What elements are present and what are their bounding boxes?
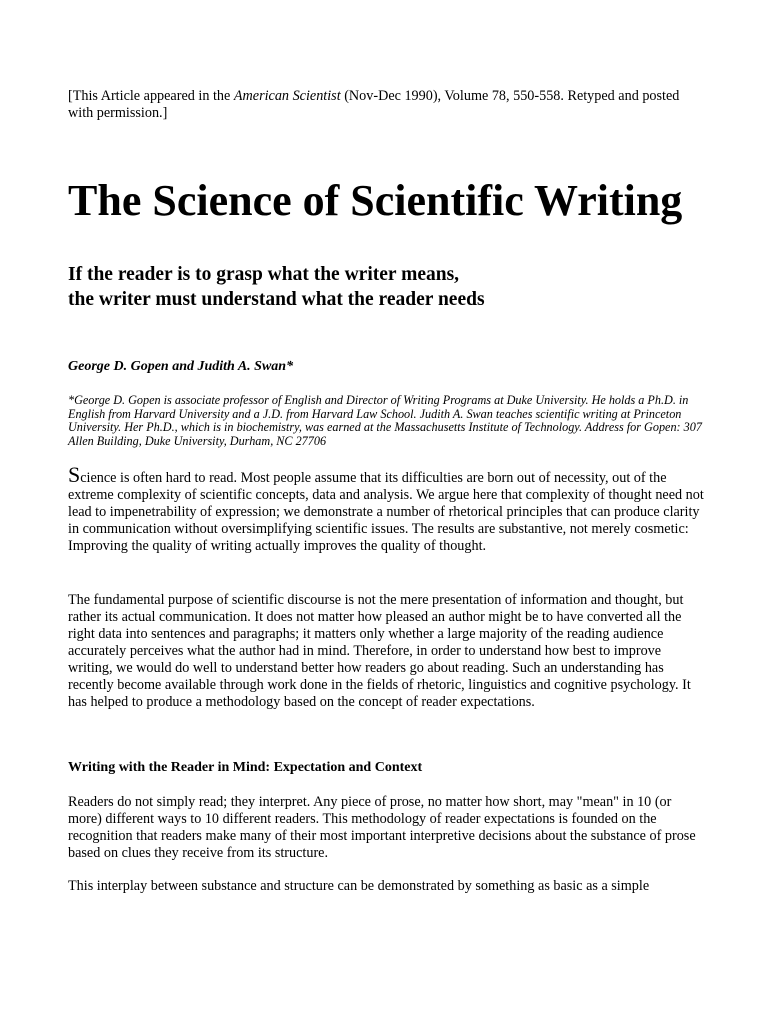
paragraph-4-block <box>68 878 708 895</box>
paragraph-1-block <box>68 462 708 555</box>
author-affiliation: *George D. Gopen is associate professor of English and Director of Writing Programs at Duke University. He holds a Ph.D. in English from Harvard University and a J.D. from Harvard Law School. Judith A. Swan teaches scientific writing at Princeton University. Her Ph.D., which is in biochemistry, was earned at the Massachusetts Institute of Technology. Address for Gopen: 307 Allen Building, Duke University, Durham, NC 27706 <box>68 393 702 448</box>
article-authors: George D. Gopen and Judith A. Swan* <box>68 359 294 374</box>
section-heading-block <box>68 760 708 776</box>
paragraph-2: The fundamental purpose of scientific discourse is not the mere presentation of information and thought, but rather its actual communication. It does not matter how pleased an author might be to have converted all the right data into sentences and paragraphs; it matters only whether a large majority of the reading audience accurately perceives what the author had in mind. Therefore, in order to understand how best to improve writing, we would do well to understand better how readers go about reading. Such an understanding has recently become available through work done in the fields of rhetoric, linguistics and cognitive psychology. It has helped to produce a methodology based on the concept of reader expectations. <box>68 592 691 710</box>
paragraph-3: Readers do not simply read; they interpret. Any piece of prose, no matter how short, may "mean" in 10 (or more) different ways to 10 different readers. This methodology of reader expectations is founded on the recognition that readers make many of their most important interpretive decisions about the substance of prose based on clues they receive from its structure. <box>68 794 696 861</box>
section-heading: Writing with the Reader in Mind: Expectation and Context <box>68 760 423 775</box>
subtitle-line-2: the writer must understand what the reader needs <box>68 289 485 310</box>
publication-note <box>68 88 708 122</box>
note-prefix: [This Article appeared in the <box>68 88 234 104</box>
drop-cap: S <box>68 462 81 487</box>
article-subtitle <box>68 262 485 312</box>
paragraph-3-block <box>68 794 708 862</box>
journal-name: American Scientist <box>233 88 341 104</box>
note-suffix: (Nov-Dec 1990), Volume 78, 550-558. Retyped and posted with permission.] <box>68 88 680 121</box>
subtitle-line-1: If the reader is to grasp what the writer means, <box>68 264 460 285</box>
article-page <box>68 88 708 894</box>
article-title: The Science of Scientific Writing <box>68 176 683 225</box>
paragraph-1 <box>68 462 708 555</box>
paragraph-2-block <box>68 592 708 711</box>
paragraph-1-text: cience is often hard to read. Most people assume that its difficulties are born out of necessity, out of the extreme complexity of scientific concepts, data and analysis. We argue here that complexity of thought need not lead to impenetrability of expression; we demonstrate a number of rhetorical principles that can produce clarity in communication without oversimplifying scientific issues. The results are substantive, not merely cosmetic: Improving the quality of writing actually improves the quality of thought. <box>68 470 704 554</box>
paragraph-4: This interplay between substance and structure can be demonstrated by something as basic as a simple <box>68 878 650 894</box>
